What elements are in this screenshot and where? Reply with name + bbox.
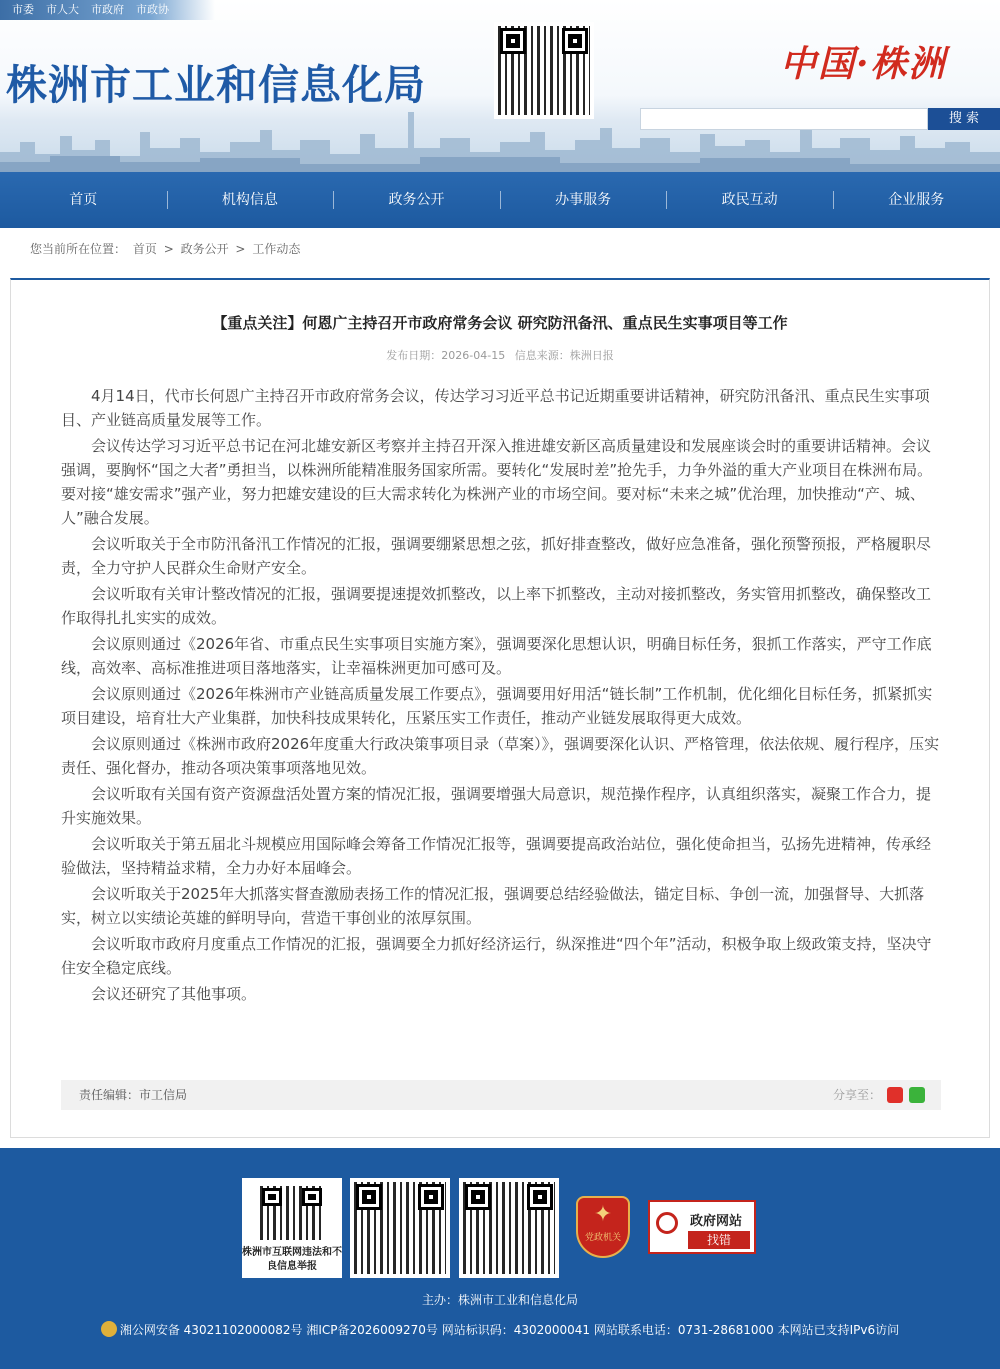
responsible-editor: 责任编辑：市工信局 <box>79 1088 188 1102</box>
gov-error-title: 政府网站 <box>690 1214 743 1229</box>
article-paragraph: 会议听取市政府月度重点工作情况的汇报，强调要全力抓好经济运行，纵深推进“四个年”活动，积极争取上级政策支持，坚决守住安全稳定底线。 <box>61 935 932 977</box>
weibo-share-icon[interactable] <box>887 1087 903 1103</box>
report-label: 株洲市互联网违法和不良信息举报 <box>242 1247 342 1272</box>
breadcrumb-separator: > <box>163 242 174 256</box>
breadcrumb <box>30 240 303 257</box>
article-paragraph: 会议听取关于全市防汛备汛工作情况的汇报，强调要绷紧思想之弦，抓好排查整改，做好应急准备，强化预警预报，严格履职尽责，全力守护人民群众生命财产安全。 <box>61 535 932 577</box>
nav-item-gov-affairs[interactable]: 政务公开 <box>333 172 500 228</box>
wechat-share-icon[interactable] <box>909 1087 925 1103</box>
toplink-cppcc[interactable]: 市政协 <box>136 3 169 16</box>
editor-bar <box>61 1080 941 1110</box>
breadcrumb-separator: > <box>235 242 246 256</box>
party-emblem-icon: ✦ <box>593 1202 613 1227</box>
breadcrumb-prefix: 您当前所在位置： <box>30 242 127 256</box>
party-gov-label: 党政机关 <box>584 1233 621 1243</box>
hunan-gov-qr-code-icon <box>350 1178 450 1278</box>
article-paragraph: 会议原则通过《2026年省、市重点民生实事项目实施方案》，强调要深化思想认识，明确目标任务，狠抓工作落实，严守工作底线，高效率、高标准推进项目落地落实，让幸福株洲更加可感可及。 <box>61 635 932 677</box>
record-info <box>0 1321 1000 1338</box>
toplink-npc[interactable]: 市人大 <box>46 3 79 16</box>
page-footer <box>0 1148 1000 1369</box>
illegal-info-report-card[interactable] <box>242 1178 342 1278</box>
nav-item-home[interactable]: 首页 <box>69 192 98 208</box>
article-paragraph: 会议传达学习习近平总书记在河北雄安新区考察并主持召开深入推进雄安新区高质量建设和发展座谈会时的重要讲话精神。会议强调，要胸怀“国之大者”勇担当，以株洲所能精准服务国家所需。要转化“发展时差”抢先手，力争外溢的重大产业项目在株洲布局。要对接“雄安需求”强产业，努力把雄安建设的巨大需求转化为株洲产业的市场空间。要对标“未来之城”优治理，加快推动“产、城、人”融合发展。 <box>61 437 933 527</box>
page-header <box>0 0 1000 172</box>
toplink-government[interactable]: 市政府 <box>91 3 124 16</box>
breadcrumb-work-news[interactable]: 工作动态 <box>252 242 301 256</box>
breadcrumb-gov-affairs[interactable]: 政务公开 <box>180 242 229 256</box>
nav-item-services[interactable]: 办事服务 <box>500 172 667 228</box>
article-paragraph: 会议听取有关国有资产资源盘活处置方案的情况汇报，强调要增强大局意识，规范操作程序，认真组织落实，凝聚工作合力，提升实施效果。 <box>61 785 932 827</box>
nav-item-interaction[interactable]: 政民互动 <box>666 172 833 228</box>
main-nav <box>0 172 1000 228</box>
qr-code-icon <box>494 22 594 119</box>
article-body <box>61 384 941 1008</box>
china-zhuzhou-logo: 中国·株洲 <box>780 43 947 85</box>
info-source: 信息来源：株洲日报 <box>514 349 614 362</box>
article-paragraph: 会议还研究了其他事项。 <box>91 985 257 1003</box>
article-container <box>10 278 990 1138</box>
share-bar <box>833 1080 925 1110</box>
police-badge-icon <box>101 1321 117 1337</box>
article-paragraph: 会议原则通过《2026年株洲市产业链高质量发展工作要点》，强调要用好用活“链长制”工作机制，优化细化目标任务，抓紧抓实项目建设，培育壮大产业集群，加快科技成果转化，压紧压实工作责任，推动产业链发展取得更大成效。 <box>61 685 933 727</box>
host-label: 主办：株洲市工业和信息化局 <box>421 1293 578 1307</box>
publish-date: 发布日期：2026-04-15 <box>386 349 506 362</box>
city-skyline-image <box>0 112 1000 172</box>
article-paragraph: 会议听取关于2025年大抓落实督查激励表扬工作的情况汇报，强调要总结经验做法，锚定目标、争创一流，加强督导、大抓落实，树立以实绩论英雄的鲜明导向，营造干事创业的浓厚氛围。 <box>61 885 925 927</box>
record-text: 湘公网安备 43021102000082号 湘ICP备2026009270号 网站标识码：4302000041 网站联系电话：0731-28681000 本网站已支持IPv6访问 <box>119 1323 900 1337</box>
report-qr-code-icon <box>256 1182 328 1244</box>
article-paragraph: 会议听取有关审计整改情况的汇报，强调要提速提效抓整改，以上率下抓整改，主动对接抓整改，务实管用抓整改，确保整改工作取得扎扎实实的成效。 <box>61 585 932 627</box>
party-gov-organ-badge[interactable] <box>576 1196 630 1258</box>
breadcrumb-home[interactable]: 首页 <box>132 242 157 256</box>
gov-website-error-report[interactable] <box>648 1200 756 1254</box>
gov-error-action: 找错 <box>688 1231 750 1249</box>
article-title: 【重点关注】何恩广主持召开市政府常务会议 研究防汛备汛、重点民生实事项目等工作 <box>212 314 788 332</box>
article-meta <box>11 347 989 363</box>
magnifier-icon <box>656 1212 678 1234</box>
article-paragraph: 会议听取关于第五届北斗规模应用国际峰会筹备工作情况汇报等，强调要提高政治站位，强化使命担当，弘扬先进精神，传承经验做法，坚持精益求精，全力办好本届峰会。 <box>61 835 932 877</box>
article-paragraph: 4月14日，代市长何恩广主持召开市政府常务会议，传达学习习近平总书记近期重要讲话精神，研究防汛备汛、重点民生实事项目、产业链高质量发展等工作。 <box>61 387 930 429</box>
top-links <box>0 0 215 20</box>
site-title: 株洲市工业和信息化局 <box>6 61 426 109</box>
search-button[interactable]: 搜 索 <box>928 108 1000 130</box>
share-label: 分享至： <box>832 1088 881 1102</box>
nav-item-organization[interactable]: 机构信息 <box>167 172 334 228</box>
wechat-qr-code-icon <box>459 1178 559 1278</box>
nav-item-enterprise[interactable]: 企业服务 <box>833 172 1000 228</box>
toplink-party-committee[interactable]: 市委 <box>12 3 34 16</box>
article-paragraph: 会议原则通过《株洲市政府2026年度重大行政决策事项目录（草案）》，强调要深化认识、严格管理，依法依规、履行程序，压实责任、强化督办，推动各项决策事项落地见效。 <box>61 735 940 777</box>
